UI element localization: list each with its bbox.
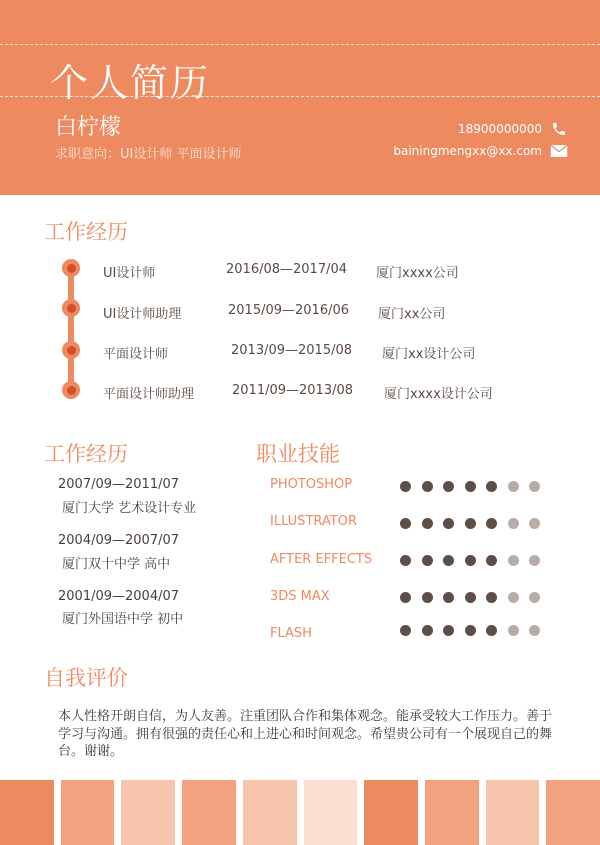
- edu-school: 厦门外国语中学 初中: [62, 612, 184, 627]
- work-company: 厦门xxxx设计公司: [384, 387, 493, 402]
- timeline-dot: [62, 259, 80, 277]
- envelope-icon: [550, 143, 568, 159]
- email-address: bainingmengxx@xx.com: [393, 144, 542, 158]
- edu-period: 2004/09—2007/07: [58, 533, 180, 548]
- rating-dot-empty: [508, 555, 519, 566]
- rating-dot-filled: [443, 555, 454, 566]
- footer-color-block: [0, 780, 54, 845]
- rating-dot-filled: [486, 625, 497, 636]
- rating-dot-empty: [508, 518, 519, 529]
- rating-dot-filled: [400, 555, 411, 566]
- timeline-dot: [62, 341, 80, 359]
- work-heading: 工作经历: [44, 220, 128, 244]
- phone-icon: [550, 121, 568, 137]
- skill-name: AFTER EFFECTS: [270, 552, 373, 567]
- edu-period: 2007/09—2011/07: [58, 477, 180, 492]
- work-company: 厦门xxxx公司: [376, 266, 459, 281]
- rating-dot-filled: [465, 481, 476, 492]
- footer-color-block: [61, 780, 115, 845]
- skills-heading: 职业技能: [256, 442, 340, 466]
- header-banner: [0, 0, 600, 195]
- work-company: 厦门xx公司: [378, 307, 446, 322]
- rating-dot-filled: [486, 518, 497, 529]
- rating-dot-empty: [529, 625, 540, 636]
- rating-dot-empty: [508, 625, 519, 636]
- edu-period: 2001/09—2004/07: [58, 589, 180, 604]
- rating-dot-filled: [443, 481, 454, 492]
- rating-dot-filled: [465, 625, 476, 636]
- work-role: 平面设计师: [103, 347, 169, 362]
- skill-rating: [400, 625, 540, 636]
- skill-rating: [400, 555, 540, 566]
- rating-dot-filled: [486, 481, 497, 492]
- footer-color-block: [364, 780, 418, 845]
- skill-name: PHOTOSHOP: [270, 477, 353, 492]
- skill-rating: [400, 481, 540, 492]
- rating-dot-filled: [422, 518, 433, 529]
- rating-dot-empty: [508, 592, 519, 603]
- work-role: 平面设计师助理: [103, 387, 195, 402]
- work-role: UI设计师: [103, 266, 156, 281]
- rating-dot-filled: [465, 592, 476, 603]
- skill-name: 3DS MAX: [270, 589, 330, 604]
- rating-dot-filled: [422, 481, 433, 492]
- skill-rating: [400, 518, 540, 529]
- rating-dot-empty: [529, 555, 540, 566]
- work-role: UI设计师助理: [103, 307, 182, 322]
- job-intent: 求职意向：UI设计师 平面设计师: [55, 147, 242, 162]
- rating-dot-empty: [508, 481, 519, 492]
- rating-dot-empty: [529, 481, 540, 492]
- work-company: 厦门xx设计公司: [382, 347, 476, 362]
- work-period: 2011/09—2013/08: [232, 383, 354, 398]
- skill-rating: [400, 592, 540, 603]
- rating-dot-filled: [486, 592, 497, 603]
- rating-dot-filled: [422, 592, 433, 603]
- timeline-dot: [62, 299, 80, 317]
- skill-name: ILLUSTRATOR: [270, 514, 357, 529]
- self-eval-heading: 自我评价: [44, 666, 128, 690]
- rating-dot-filled: [465, 555, 476, 566]
- rating-dot-filled: [422, 555, 433, 566]
- footer-color-block: [486, 780, 540, 845]
- timeline-dot: [62, 381, 80, 399]
- divider: [0, 44, 600, 45]
- footer-color-block: [243, 780, 297, 845]
- rating-dot-filled: [486, 555, 497, 566]
- rating-dot-filled: [443, 518, 454, 529]
- rating-dot-filled: [400, 592, 411, 603]
- rating-dot-filled: [465, 518, 476, 529]
- rating-dot-filled: [400, 518, 411, 529]
- footer-color-blocks: [0, 780, 600, 845]
- rating-dot-empty: [529, 592, 540, 603]
- edu-school: 厦门大学 艺术设计专业: [62, 501, 197, 516]
- rating-dot-filled: [443, 625, 454, 636]
- phone-contact: [458, 121, 568, 137]
- edu-school: 厦门双十中学 高中: [62, 557, 171, 572]
- phone-number: 18900000000: [458, 122, 542, 136]
- work-period: 2013/09—2015/08: [231, 343, 353, 358]
- footer-color-block: [304, 780, 358, 845]
- work-period: 2016/08—2017/04: [226, 262, 348, 277]
- footer-color-block: [546, 780, 600, 845]
- rating-dot-filled: [422, 625, 433, 636]
- timeline-line: [68, 268, 74, 392]
- rating-dot-filled: [400, 481, 411, 492]
- applicant-name: 白柠檬: [55, 115, 122, 140]
- footer-color-block: [425, 780, 479, 845]
- rating-dot-filled: [400, 625, 411, 636]
- education-heading: 工作经历: [44, 442, 128, 466]
- self-eval-text: 本人性格开朗自信，为人友善。注重团队合作和集体观念。能承受较大工作压力。善于学习与沟通。拥有很强的责任心和上进心和时间观念。希望贵公司有一个展现自己的舞台。谢谢。: [58, 709, 553, 759]
- email-contact: [393, 143, 568, 159]
- footer-color-block: [182, 780, 236, 845]
- work-period: 2015/09—2016/06: [228, 303, 350, 318]
- rating-dot-empty: [529, 518, 540, 529]
- page-title: 个人简历: [50, 61, 211, 105]
- skill-name: FLASH: [270, 626, 312, 641]
- rating-dot-filled: [443, 592, 454, 603]
- footer-color-block: [121, 780, 175, 845]
